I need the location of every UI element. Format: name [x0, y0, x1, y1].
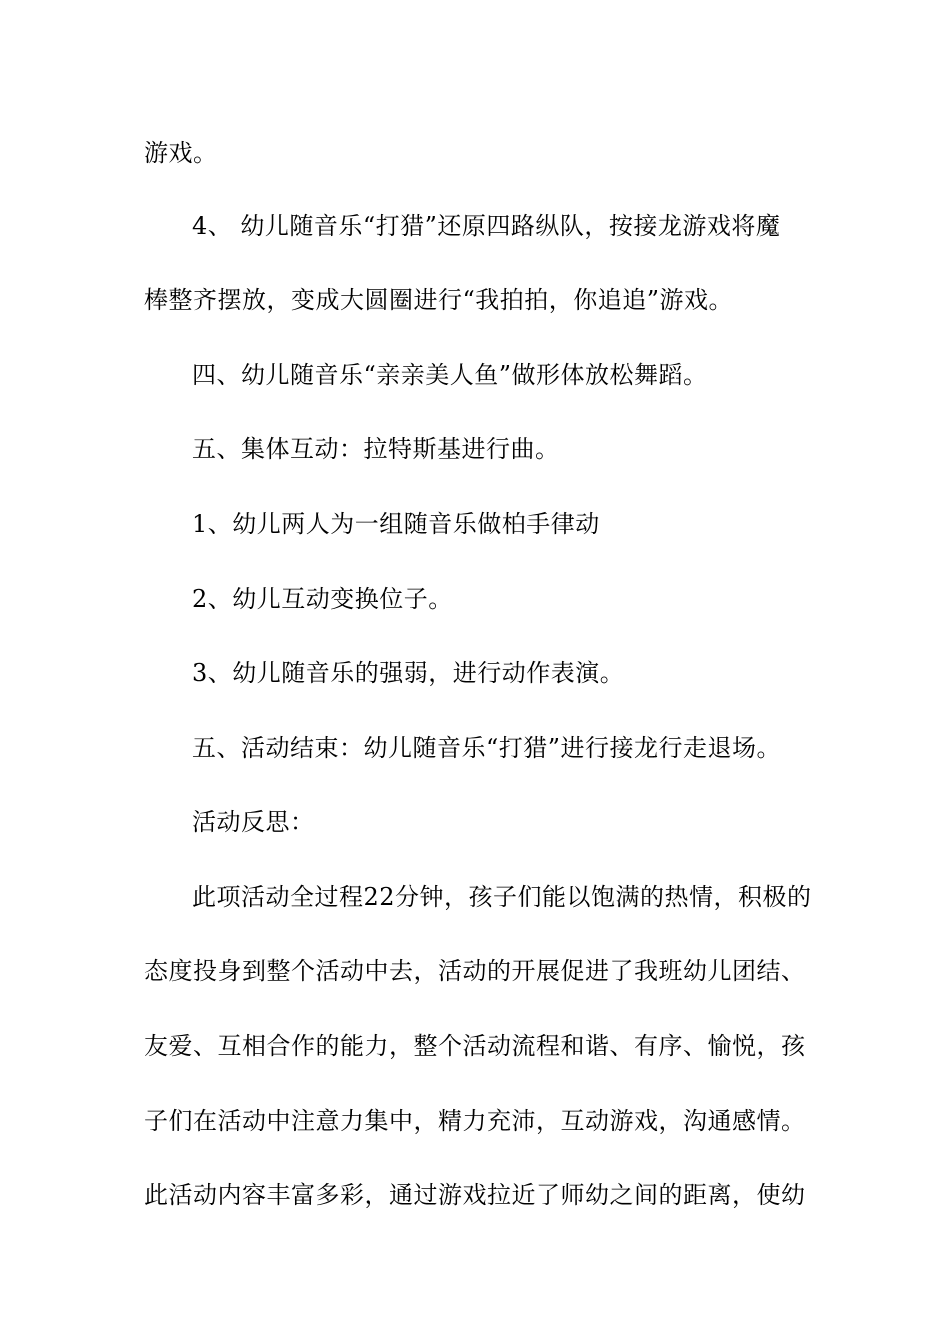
paragraph-line: 友爱、互相合作的能力，整个活动流程和谐、有序、愉悦，孩 [144, 1032, 806, 1060]
paragraph-line: 此活动内容丰富多彩，通过游戏拉近了师幼之间的距离，使幼 [144, 1181, 806, 1209]
paragraph-line: 子们在活动中注意力集中，精力充沛，互动游戏，沟通感情。 [144, 1107, 806, 1135]
paragraph-line: 4、 幼儿随音乐“打猎”还原四路纵队，按接龙游戏将魔 [192, 212, 781, 240]
paragraph-line: 游戏。 [144, 139, 218, 167]
paragraph-line: 1、幼儿两人为一组随音乐做柏手律动 [192, 510, 600, 538]
paragraph-line: 2、幼儿互动变换位子。 [192, 585, 453, 613]
paragraph-line: 态度投身到整个活动中去，活动的开展促进了我班幼儿团结、 [144, 957, 806, 985]
paragraph-line: 活动反思： [192, 808, 315, 836]
paragraph-line: 3、幼儿随音乐的强弱，进行动作表演。 [192, 659, 625, 687]
paragraph-line: 棒整齐摆放，变成大圆圈进行“我拍拍，你追追”游戏。 [144, 286, 734, 314]
paragraph-line: 五、活动结束：幼儿随音乐“打猎”进行接龙行走退场。 [192, 734, 782, 762]
paragraph-line: 四、幼儿随音乐“亲亲美人鱼”做形体放松舞蹈。 [192, 361, 708, 389]
paragraph-line: 五、集体互动：拉特斯基进行曲。 [192, 435, 560, 463]
paragraph-line: 此项活动全过程22分钟，孩子们能以饱满的热情，积极的 [192, 883, 812, 911]
